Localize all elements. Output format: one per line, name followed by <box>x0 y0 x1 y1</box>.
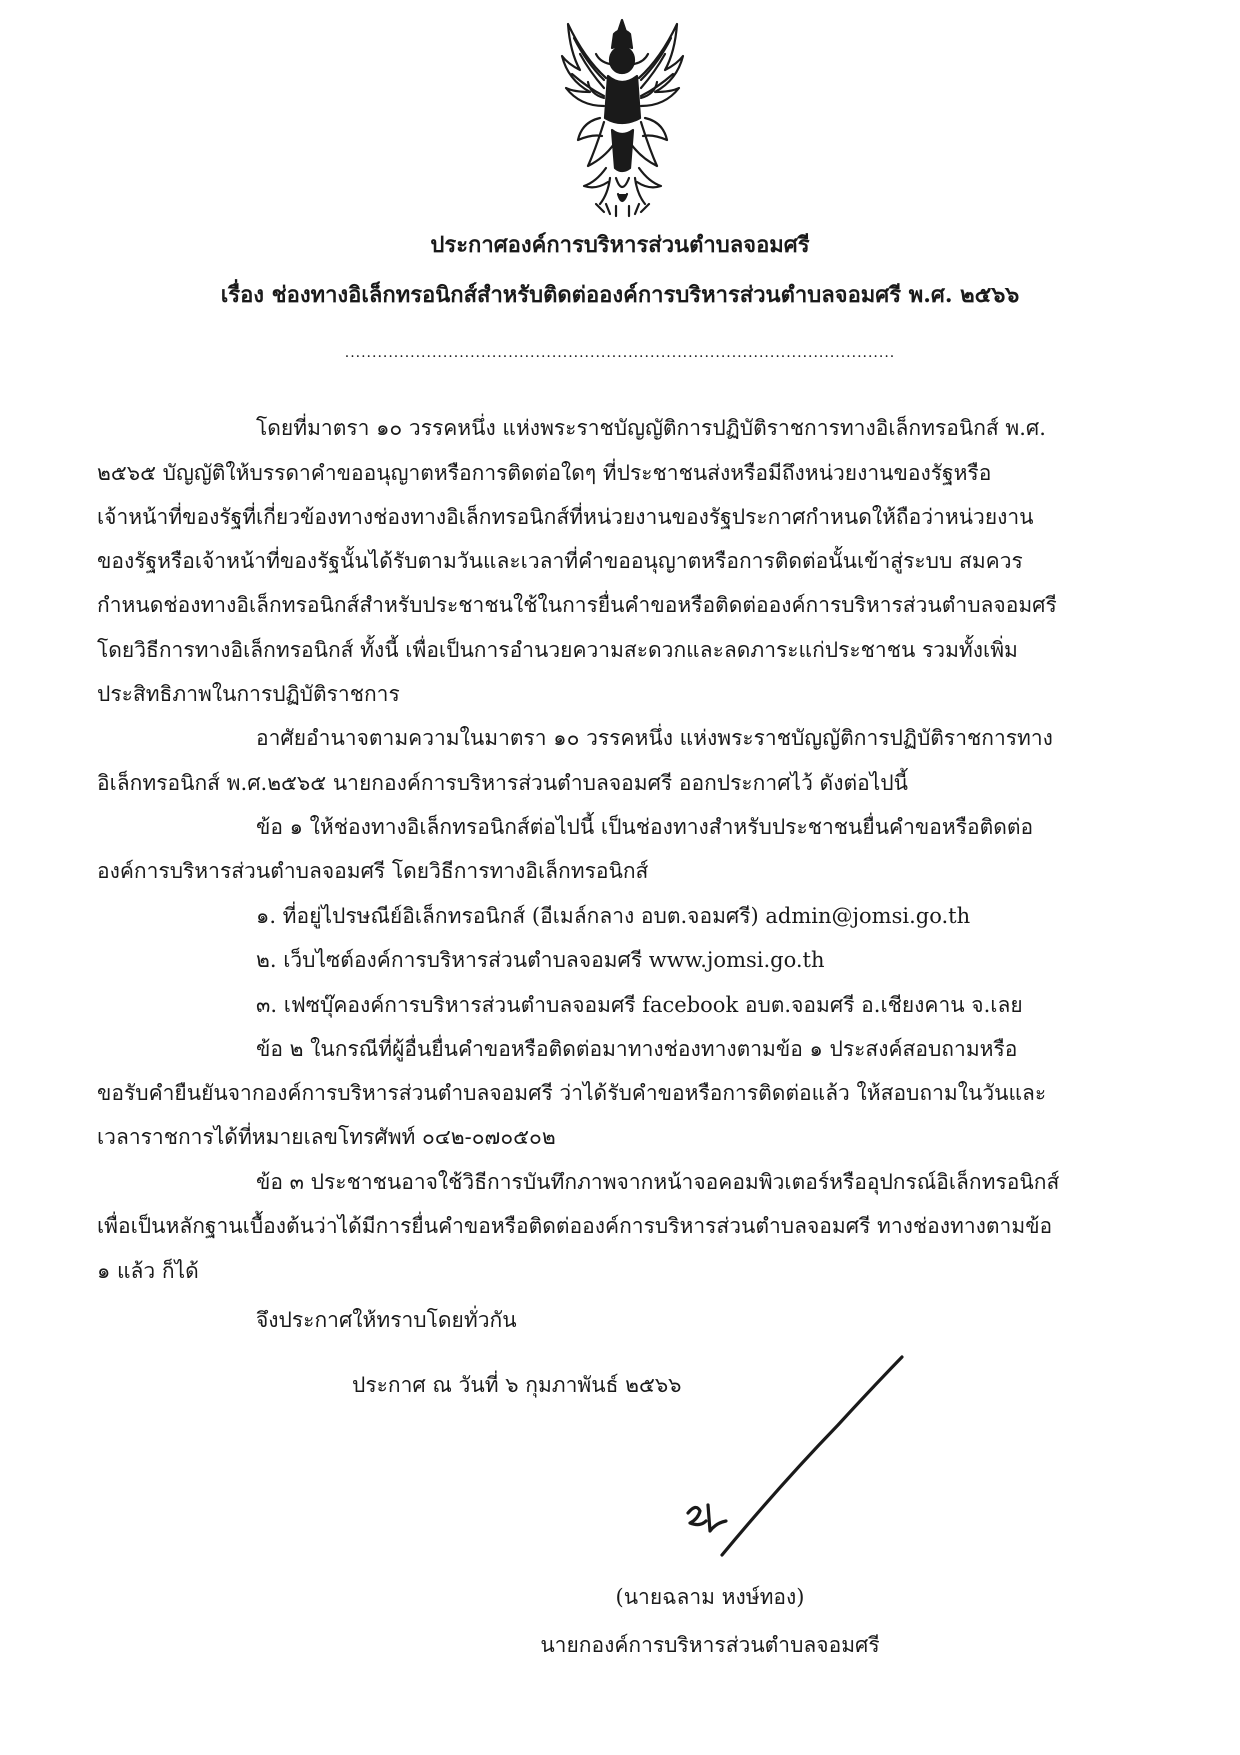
title-separator: ..................................................................................................... <box>344 345 896 361</box>
paragraph-1-line: โดยวิธีการทางอิเล็กทรอนิกส์ ทั้งนี้ เพื่อเป็นการอำนวยความสะดวกและลดภาระแก่ประชาชน รวมทั้งเพิ่ม <box>97 638 1018 662</box>
channel-facebook: ๓. เฟซบุ๊คองค์การบริหารส่วนตำบลจอมศรี facebook อบต.จอมศรี อ.เชียงคาน จ.เลย <box>256 993 1023 1017</box>
paragraph-1-line: ของรัฐหรือเจ้าหน้าที่ของรัฐนั้นได้รับตามวันและเวลาที่คำขออนุญาตหรือการติดต่อนั้นเข้าสู่ระบบ สมควร <box>97 549 1023 573</box>
paragraph-1-line: กำหนดช่องทางอิเล็กทรอนิกส์สำหรับประชาชนใช้ในการยื่นคำขอหรือติดต่อองค์การบริหารส่วนตำบลจอมศรี <box>97 593 1057 617</box>
closing-statement: จึงประกาศให้ทราบโดยทั่วกัน <box>256 1308 517 1332</box>
signer-title: นายกองค์การบริหารส่วนตำบลจอมศรี <box>540 1633 880 1657</box>
handwritten-signature-icon <box>670 1335 910 1565</box>
clause-2-line: ข้อ ๒ ในกรณีที่ผู้อื่นยื่นคำขอหรือติดต่อมาทางช่องทางตามข้อ ๑ ประสงค์สอบถามหรือ <box>256 1037 1018 1061</box>
clause-3-line: ๑ แล้ว ก็ได้ <box>97 1259 199 1283</box>
paragraph-1-line: ประสิทธิภาพในการปฏิบัติราชการ <box>97 682 400 706</box>
paragraph-1-line: ๒๕๖๕ บัญญัติให้บรรดาคำขออนุญาตหรือการติดต่อใดๆ ที่ประชาชนส่งหรือมีถึงหน่วยงานของรัฐหรือ <box>97 461 992 485</box>
announcement-subject: เรื่อง ช่องทางอิเล็กทรอนิกส์สำหรับติดต่อองค์การบริหารส่วนตำบลจอมศรี พ.ศ. ๒๕๖๖ <box>220 282 1020 308</box>
clause-3-line: เพื่อเป็นหลักฐานเบื้องต้นว่าได้มีการยื่นคำขอหรือติดต่อองค์การบริหารส่วนตำบลจอมศรี ทางช่องทางตามข้อ <box>97 1214 1053 1238</box>
clause-2-line: ขอรับคำยืนยันจากองค์การบริหารส่วนตำบลจอมศรี ว่าได้รับคำขอหรือการติดต่อแล้ว ให้สอบถามในวันและ <box>97 1081 1047 1105</box>
clause-2-line: เวลาราชการได้ที่หมายเลขโทรศัพท์ ๐๔๒-๐๗๐๕๐๒ <box>97 1125 556 1149</box>
paragraph-2-line: อิเล็กทรอนิกส์ พ.ศ.๒๕๖๕ นายกองค์การบริหารส่วนตำบลจอมศรี ออกประกาศไว้ ดังต่อไปนี้ <box>97 771 908 795</box>
garuda-emblem-icon <box>560 18 685 220</box>
channel-email: ๑. ที่อยู่ไปรษณีย์อิเล็กทรอนิกส์ (อีเมล์กลาง อบต.จอมศรี) admin@jomsi.go.th <box>256 904 971 928</box>
channel-website: ๒. เว็บไซต์องค์การบริหารส่วนตำบลจอมศรี www.jomsi.go.th <box>256 948 825 972</box>
signer-name: (นายฉลาม หงษ์ทอง) <box>615 1585 805 1609</box>
clause-1-line: ข้อ ๑ ให้ช่องทางอิเล็กทรอนิกส์ต่อไปนี้ เป็นช่องทางสำหรับประชาชนยื่นคำขอหรือติดต่อ <box>256 815 1034 839</box>
announcement-title: ประกาศองค์การบริหารส่วนตำบลจอมศรี <box>430 232 810 258</box>
clause-3-line: ข้อ ๓ ประชาชนอาจใช้วิธีการบันทึกภาพจากหน้าจอคอมพิวเตอร์หรืออุปกรณ์อิเล็กทรอนิกส์ <box>256 1170 1060 1194</box>
paragraph-1-line: โดยที่มาตรา ๑๐ วรรคหนึ่ง แห่งพระราชบัญญัติการปฏิบัติราชการทางอิเล็กทรอนิกส์ พ.ศ. <box>256 416 1046 440</box>
clause-1-line: องค์การบริหารส่วนตำบลจอมศรี โดยวิธีการทางอิเล็กทรอนิกส์ <box>97 859 649 883</box>
announcement-date: ประกาศ ณ วันที่ ๖ กุมภาพันธ์ ๒๕๖๖ <box>352 1373 682 1397</box>
paragraph-1-line: เจ้าหน้าที่ของรัฐที่เกี่ยวข้องทางช่องทางอิเล็กทรอนิกส์ที่หน่วยงานของรัฐประกาศกำหนดให้ถือว่าหน่วยงาน <box>97 505 1034 529</box>
paragraph-2-line: อาศัยอำนาจตามความในมาตรา ๑๐ วรรคหนึ่ง แห่งพระราชบัญญัติการปฏิบัติราชการทาง <box>256 726 1053 750</box>
